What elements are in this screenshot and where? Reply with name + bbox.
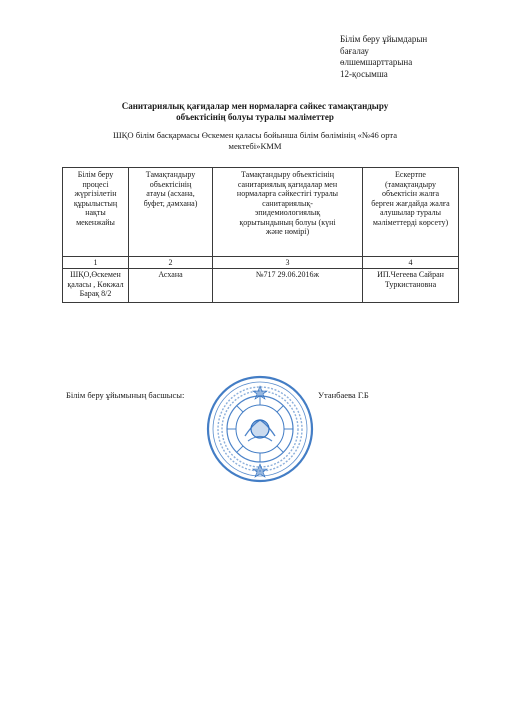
signature-name: Утанбаева Г.Б [318, 390, 369, 400]
cell-sanitary-conclusion: №717 29.06.2016ж [213, 269, 363, 303]
official-seal-stamp [205, 374, 315, 484]
appendix-note-line: Білім беру ұйымдарын [340, 34, 428, 44]
document-title-line: Санитариялық қағидалар мен нормаларға сәйкес тамақтандыру [121, 101, 389, 111]
appendix-note [340, 34, 427, 80]
organization-name-line: мектебі»КММ [228, 140, 282, 151]
column-number: 2 [129, 257, 213, 269]
header-cell-note: Ескертпе (тамақтандыру объектісін жалға берген жағдайда жалға алушылар туралы мәліметтерді көрсету) [363, 168, 459, 257]
document-title-line: объектісінің болуы туралы мәліметтер [176, 112, 334, 122]
signature-label: Білім беру ұйымының басшысы: [66, 390, 185, 400]
appendix-note-line: бағалау [340, 45, 369, 56]
column-number: 3 [213, 257, 363, 269]
table-column-numbers-row [63, 257, 459, 269]
document-title [60, 101, 450, 123]
cell-address: ШҚО,Өскемен қаласы , Көкжал Барақ 8/2 [63, 269, 129, 303]
table-header-row [63, 168, 459, 257]
header-cell-address: Білім беру процесі жүргізілетін құрылыстың нақты мекенжайы [63, 168, 129, 257]
table-row [63, 269, 459, 303]
column-number: 4 [363, 257, 459, 269]
header-cell-object-name: Тамақтандыру объектісінің атауы (асхана, буфет, дәмхана) [129, 168, 213, 257]
header-cell-sanitary-conclusion: Тамақтандыру объектісінің санитариялық қағидалар мен нормаларға сәйкестігі туралы санитариялық- эпидемиологиялық қорытындының болуы (күні және нөмірі) [213, 168, 363, 257]
organization-name-line: ШҚО білім басқармасы Өскемен қаласы бойынша білім бөлімінің «№46 орта [112, 130, 398, 140]
cell-note: ИП.Чегеева Сайран Туркистановна [363, 269, 459, 303]
catering-info-table [62, 167, 459, 303]
column-number: 1 [63, 257, 129, 269]
appendix-note-line: 12-қосымша [340, 68, 388, 79]
appendix-note-line: өлшемшарттарына [340, 57, 413, 67]
cell-object-name: Асхана [129, 269, 213, 303]
organization-name [60, 130, 450, 151]
